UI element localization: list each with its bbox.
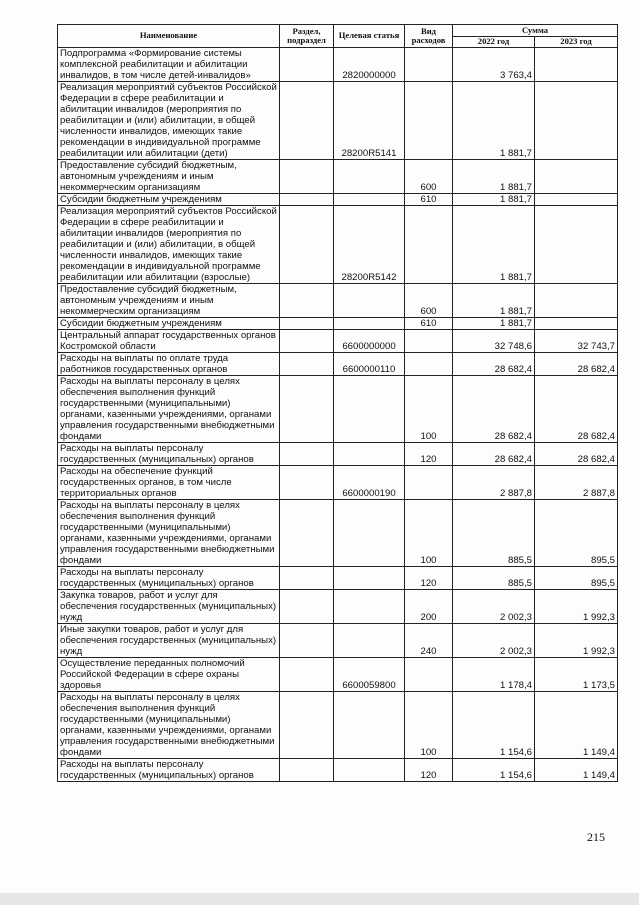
row-sum-2023: 2 887,8: [535, 466, 618, 500]
row-type: [405, 82, 453, 160]
row-sum-2022: 28 682,4: [453, 443, 535, 466]
row-sum-2023: [535, 82, 618, 160]
row-section: [280, 318, 334, 330]
row-target: 28200R5142: [334, 206, 405, 284]
row-target: [334, 318, 405, 330]
row-type: [405, 658, 453, 692]
row-section: [280, 759, 334, 782]
row-target: 6600000190: [334, 466, 405, 500]
table-row: [58, 330, 618, 353]
table-row: [58, 590, 618, 624]
table-row: [58, 82, 618, 160]
header-target: Целевая статья: [334, 25, 405, 48]
row-target: 2820000000: [334, 48, 405, 82]
row-name: Расходы на выплаты персоналу государственных (муниципальных) органов: [58, 567, 280, 590]
row-sum-2022: 1 881,7: [453, 160, 535, 194]
row-sum-2022: 1 881,7: [453, 284, 535, 318]
row-type: 610: [405, 318, 453, 330]
row-target: [334, 692, 405, 759]
row-sum-2022: 28 682,4: [453, 353, 535, 376]
row-type: 120: [405, 759, 453, 782]
table-row: [58, 48, 618, 82]
table-row: [58, 160, 618, 194]
budget-table: [57, 24, 618, 782]
row-name: Реализация мероприятий субъектов Российской Федерации в сфере реабилитации и абилитации инвалидов (мероприятия по реабилитации и (или) абилитации, в общей численности инвалидов, имеющих такие рекомендации в индивидуальной программе реабилитации или абилитации (взрослые): [58, 206, 280, 284]
row-name: Расходы на выплаты персоналу государственных (муниципальных) органов: [58, 759, 280, 782]
row-type: 100: [405, 376, 453, 443]
row-section: [280, 284, 334, 318]
row-section: [280, 500, 334, 567]
row-sum-2023: 895,5: [535, 500, 618, 567]
row-sum-2022: 2 002,3: [453, 590, 535, 624]
header-2023: 2023 год: [535, 37, 618, 48]
row-sum-2022: 32 748,6: [453, 330, 535, 353]
scan-edge: [0, 893, 639, 905]
table-row: [58, 692, 618, 759]
row-target: 6600000000: [334, 330, 405, 353]
table-row: [58, 624, 618, 658]
row-section: [280, 353, 334, 376]
row-sum-2023: 28 682,4: [535, 353, 618, 376]
row-type: [405, 206, 453, 284]
row-type: 120: [405, 567, 453, 590]
row-name: Подпрограмма «Формирование системы комплексной реабилитации и абилитации инвалидов, в том числе детей-инвалидов»: [58, 48, 280, 82]
row-section: [280, 48, 334, 82]
row-target: [334, 624, 405, 658]
row-section: [280, 624, 334, 658]
row-section: [280, 160, 334, 194]
row-sum-2023: 1 992,3: [535, 624, 618, 658]
row-name: Расходы на обеспечение функций государственных органов, в том числе территориальных органов: [58, 466, 280, 500]
row-section: [280, 443, 334, 466]
row-target: [334, 443, 405, 466]
row-sum-2023: 28 682,4: [535, 376, 618, 443]
row-sum-2022: 3 763,4: [453, 48, 535, 82]
row-section: [280, 330, 334, 353]
row-target: [334, 500, 405, 567]
row-sum-2022: 28 682,4: [453, 376, 535, 443]
row-section: [280, 82, 334, 160]
row-name: Закупка товаров, работ и услуг для обеспечения государственных (муниципальных) нужд: [58, 590, 280, 624]
table-row: [58, 376, 618, 443]
row-section: [280, 658, 334, 692]
table-row: [58, 194, 618, 206]
row-type: 100: [405, 692, 453, 759]
row-sum-2022: 885,5: [453, 500, 535, 567]
row-name: Расходы на выплаты персоналу в целях обеспечения выполнения функций государственными (муниципальными) органами, казенными учреждениями, органами управления государственными внебюджетными фондами: [58, 376, 280, 443]
row-name: Расходы на выплаты персоналу в целях обеспечения выполнения функций государственными (муниципальными) органами, казенными учреждениями, органами управления государственными внебюджетными фондами: [58, 692, 280, 759]
row-sum-2023: [535, 160, 618, 194]
table-row: [58, 318, 618, 330]
row-sum-2023: 32 743,7: [535, 330, 618, 353]
row-section: [280, 590, 334, 624]
row-sum-2022: 1 881,7: [453, 206, 535, 284]
row-name: Предоставление субсидий бюджетным, автономным учреждениям и иным некоммерческим организациям: [58, 284, 280, 318]
row-section: [280, 466, 334, 500]
row-target: [334, 160, 405, 194]
row-sum-2023: 1 992,3: [535, 590, 618, 624]
table-row: [58, 206, 618, 284]
row-type: 200: [405, 590, 453, 624]
row-name: Центральный аппарат государственных органов Костромской области: [58, 330, 280, 353]
row-type: [405, 353, 453, 376]
row-target: 6600059800: [334, 658, 405, 692]
row-target: 28200R5141: [334, 82, 405, 160]
table-row: [58, 284, 618, 318]
row-section: [280, 194, 334, 206]
row-section: [280, 376, 334, 443]
table-row: [58, 353, 618, 376]
row-name: Реализация мероприятий субъектов Российской Федерации в сфере реабилитации и абилитации инвалидов (мероприятия по реабилитации и (или) абилитации, в общей численности инвалидов, имеющих такие рекомендации в индивидуальной программе реабилитации или абилитации (дети): [58, 82, 280, 160]
table-row: [58, 567, 618, 590]
row-sum-2023: [535, 206, 618, 284]
header-sum: Сумма: [453, 25, 618, 37]
row-sum-2023: [535, 48, 618, 82]
table-row: [58, 658, 618, 692]
row-sum-2023: 895,5: [535, 567, 618, 590]
row-type: 600: [405, 160, 453, 194]
row-target: [334, 194, 405, 206]
row-type: 600: [405, 284, 453, 318]
row-name: Иные закупки товаров, работ и услуг для обеспечения государственных (муниципальных) нужд: [58, 624, 280, 658]
row-type: 610: [405, 194, 453, 206]
row-type: 240: [405, 624, 453, 658]
row-sum-2023: [535, 194, 618, 206]
row-sum-2022: 1 881,7: [453, 318, 535, 330]
row-sum-2023: 1 149,4: [535, 692, 618, 759]
row-name: Расходы на выплаты по оплате труда работников государственных органов: [58, 353, 280, 376]
header-section: Раздел, подраздел: [280, 25, 334, 48]
row-sum-2023: [535, 284, 618, 318]
row-type: [405, 466, 453, 500]
row-target: 6600000110: [334, 353, 405, 376]
row-target: [334, 590, 405, 624]
table-row: [58, 759, 618, 782]
row-sum-2022: 2 887,8: [453, 466, 535, 500]
header-name: Наименование: [58, 25, 280, 48]
row-sum-2022: 1 881,7: [453, 82, 535, 160]
table-body: [58, 48, 618, 782]
row-sum-2023: 1 173,5: [535, 658, 618, 692]
row-type: [405, 48, 453, 82]
table-row: [58, 500, 618, 567]
row-type: 100: [405, 500, 453, 567]
row-sum-2022: 1 178,4: [453, 658, 535, 692]
row-type: 120: [405, 443, 453, 466]
row-sum-2022: 1 881,7: [453, 194, 535, 206]
row-name: Субсидии бюджетным учреждениям: [58, 194, 280, 206]
table-row: [58, 443, 618, 466]
row-target: [334, 376, 405, 443]
row-target: [334, 567, 405, 590]
row-type: [405, 330, 453, 353]
row-section: [280, 692, 334, 759]
table-row: [58, 466, 618, 500]
row-name: Субсидии бюджетным учреждениям: [58, 318, 280, 330]
row-sum-2022: 2 002,3: [453, 624, 535, 658]
row-name: Осуществление переданных полномочий Российской Федерации в сфере охраны здоровья: [58, 658, 280, 692]
row-name: Предоставление субсидий бюджетным, автономным учреждениям и иным некоммерческим организациям: [58, 160, 280, 194]
row-section: [280, 206, 334, 284]
row-sum-2022: 1 154,6: [453, 759, 535, 782]
page-number: 215: [587, 830, 605, 844]
row-name: Расходы на выплаты персоналу в целях обеспечения выполнения функций государственными (муниципальными) органами, казенными учреждениями, органами управления государственными внебюджетными фондами: [58, 500, 280, 567]
row-name: Расходы на выплаты персоналу государственных (муниципальных) органов: [58, 443, 280, 466]
row-sum-2023: 1 149,4: [535, 759, 618, 782]
row-sum-2023: 28 682,4: [535, 443, 618, 466]
row-sum-2022: 1 154,6: [453, 692, 535, 759]
row-target: [334, 759, 405, 782]
row-sum-2023: [535, 318, 618, 330]
row-sum-2022: 885,5: [453, 567, 535, 590]
header-type: Вид расходов: [405, 25, 453, 48]
row-section: [280, 567, 334, 590]
row-target: [334, 284, 405, 318]
header-2022: 2022 год: [453, 37, 535, 48]
